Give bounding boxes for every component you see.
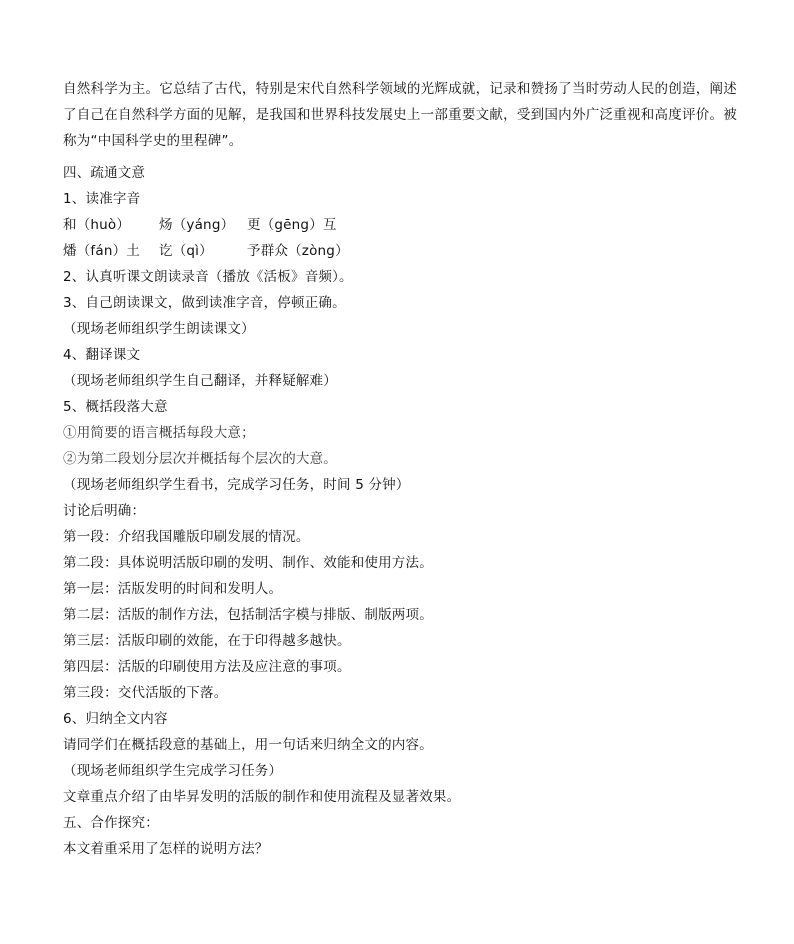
pinyin-item: 予群众（zòng） — [247, 243, 349, 259]
item-5-note: （现场老师组织学生看书，完成学习任务，时间 5 分钟） — [63, 477, 410, 493]
discussion-label: 讨论后明确： — [63, 503, 146, 519]
summary-paragraph-3: 第三段：交代活版的下落。 — [63, 685, 228, 701]
section-four-heading: 四、疏通文意 — [63, 165, 146, 181]
item-6-answer: 文章重点介绍了由毕昇发明的活版的制作和使用流程及显著效果。 — [63, 789, 461, 805]
item-3-note: （现场老师组织学生朗读课文） — [63, 321, 255, 337]
item-1-title: 1、读准字音 — [63, 191, 141, 207]
pinyin-item: 更（gēng）互 — [247, 217, 337, 233]
pinyin-item: 讫（qì） — [159, 243, 213, 259]
intro-paragraph: 自然科学为主。它总结了古代，特别是宋代自然科学领域的光辉成就，记录和赞扬了当时劳动人民的创造，阐述了自己在自然科学方面的见解，是我国和世界科技发展史上一部重要文献，受到国内外广泛重视和高度评价。被称为“中国科学史的里程碑”。 — [63, 81, 737, 149]
section-five-heading: 五、合作探究： — [63, 815, 159, 831]
item-5-task-1: ①用简要的语言概括每段大意； — [63, 425, 255, 441]
summary-paragraph-1: 第一段：介绍我国雕版印刷发展的情况。 — [63, 529, 310, 545]
item-5-title: 5、概括段落大意 — [63, 399, 168, 415]
summary-layer-2: 第二层：活版的制作方法，包括制活字模与排版、制版两项。 — [63, 607, 433, 623]
summary-layer-3: 第三层：活版印刷的效能，在于印得越多越快。 — [63, 633, 351, 649]
summary-layer-4: 第四层：活版的印刷使用方法及应注意的事项。 — [63, 659, 351, 675]
item-6-title: 6、归纳全文内容 — [63, 711, 168, 727]
item-4-title: 4、翻译课文 — [63, 347, 141, 363]
item-3-title: 3、自己朗读课文，做到读准字音，停顿正确。 — [63, 295, 346, 311]
pinyin-item: 和（huò） — [63, 217, 131, 233]
section-five-question: 本文着重采用了怎样的说明方法？ — [63, 841, 269, 857]
item-6-prompt: 请同学们在概括段意的基础上，用一句话来归纳全文的内容。 — [63, 737, 433, 753]
item-4-note: （现场老师组织学生自己翻译，并释疑解难） — [63, 373, 337, 389]
summary-paragraph-2: 第二段：具体说明活版印刷的发明、制作、效能和使用方法。 — [63, 555, 433, 571]
item-2-title: 2、认真听课文朗读录音（播放《活板》音频）。 — [63, 269, 353, 285]
summary-layer-1: 第一层：活版发明的时间和发明人。 — [63, 581, 283, 597]
item-6-note: （现场老师组织学生完成学习任务） — [63, 763, 283, 779]
item-5-task-2: ②为第二段划分层次并概括每个层次的大意。 — [63, 451, 337, 467]
pinyin-item: 燔（fán）土 — [63, 243, 140, 259]
pinyin-item: 炀（yáng） — [159, 217, 235, 233]
